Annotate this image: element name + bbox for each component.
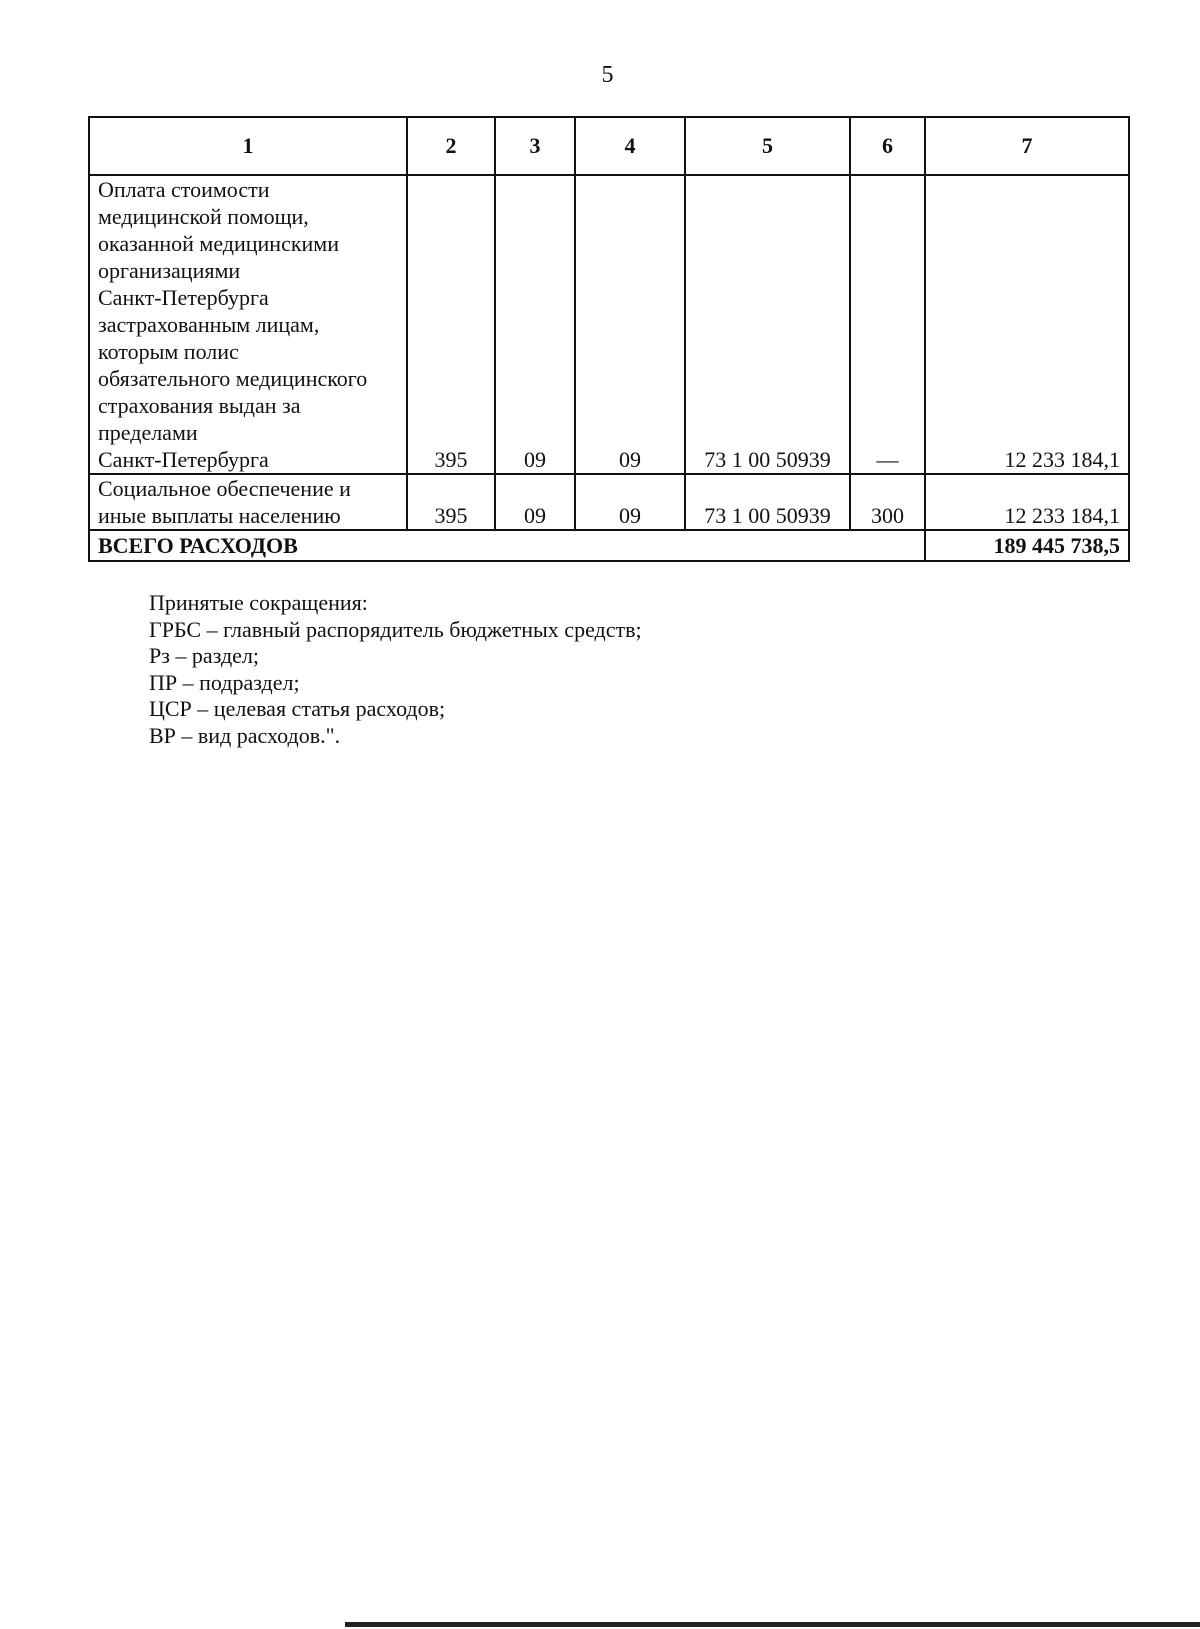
row-pr-code: 09 <box>575 175 685 474</box>
column-header-7: 7 <box>925 117 1129 175</box>
table-header-row <box>89 117 1129 175</box>
row-grbs-code: 395 <box>407 175 495 474</box>
total-label: ВСЕГО РАСХОДОВ <box>89 530 925 561</box>
row-rz-code: 09 <box>495 175 575 474</box>
abbreviation-item: ПР – подраздел; <box>149 669 300 695</box>
row-amount: 12 233 184,1 <box>925 175 1129 474</box>
row-vr-code: — <box>850 175 925 474</box>
row-rz-code: 09 <box>495 474 575 530</box>
page-number: 5 <box>601 62 614 88</box>
column-header-4: 4 <box>575 117 685 175</box>
table-row <box>89 474 1129 530</box>
row-vr-code: 300 <box>850 474 925 530</box>
row-grbs-code: 395 <box>407 474 495 530</box>
abbreviation-item: ЦСР – целевая статья расходов; <box>149 696 446 721</box>
expenditure-table <box>88 116 1130 562</box>
row-description: Оплата стоимости медицинской помощи, оказанной медицинскими организациями Санкт-Петербурга застрахованным лицам, которым полис обязательного медицинского страхования выдан за пределами Санкт-Петербурга <box>89 175 407 474</box>
scan-edge-line <box>345 1622 1200 1627</box>
column-header-1: 1 <box>89 117 407 175</box>
abbreviations-title: Принятые сокращения: <box>149 590 368 615</box>
total-amount: 189 445 738,5 <box>925 530 1129 561</box>
row-description: Социальное обеспечение и иные выплаты населению <box>89 474 407 530</box>
row-pr-code: 09 <box>575 474 685 530</box>
abbreviation-item: ВР – вид расходов.". <box>149 722 341 748</box>
abbreviations-block <box>149 590 642 749</box>
abbreviation-item: Рз – раздел; <box>149 643 260 668</box>
column-header-6: 6 <box>850 117 925 175</box>
column-header-2: 2 <box>407 117 495 175</box>
column-header-3: 3 <box>495 117 575 175</box>
row-csr-code: 73 1 00 50939 <box>685 474 850 530</box>
total-row <box>89 530 1129 561</box>
row-csr-code: 73 1 00 50939 <box>685 175 850 474</box>
abbreviation-item: ГРБС – главный распорядитель бюджетных средств; <box>149 616 642 642</box>
row-amount: 12 233 184,1 <box>925 474 1129 530</box>
table-row <box>89 175 1129 474</box>
column-header-5: 5 <box>685 117 850 175</box>
